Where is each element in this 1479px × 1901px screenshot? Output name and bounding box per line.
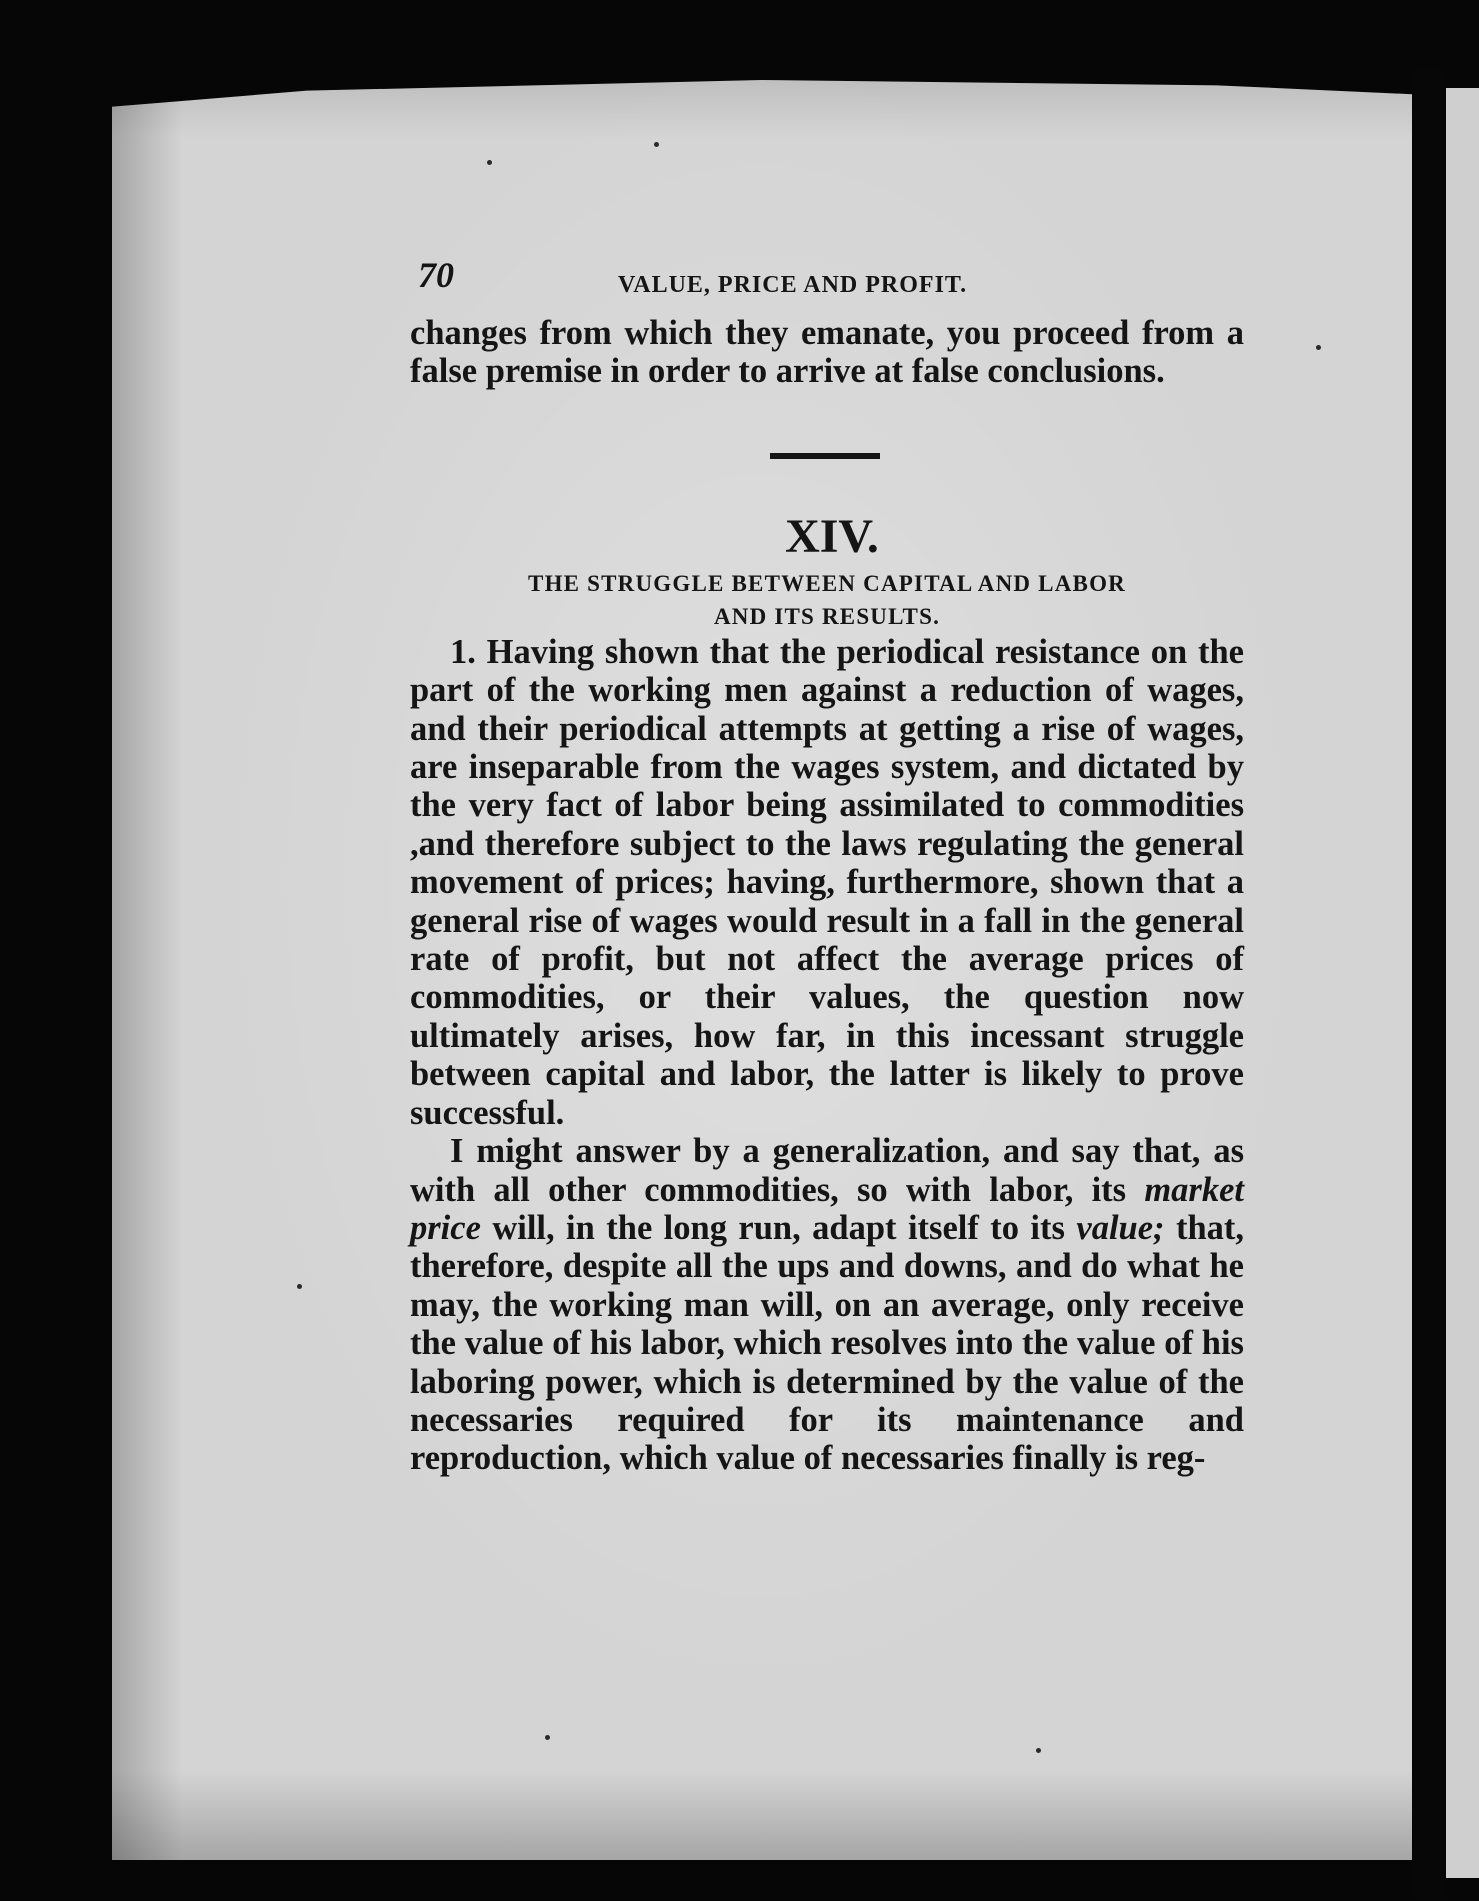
paragraph-1: 1. Having shown that the periodical resistance on the part of the working men against a reduction of wages, and their periodical attempts at getting a rise of wages, are inseparable from the wages system, and dictated by the very fact of labor being assimilated to commodities ,and therefore subject to the laws regulating the general movement of prices; having, furthermore, shown that a general rise of wages would result in a fall in the general rate of profit, but not affect the average prices of commodities, or their values, the question now ultimately arises, how far, in this incessant struggle between capital and labor, the latter is likely to prove successful. xyxy=(410,632,1244,1132)
section-title-line-2: AND ITS RESULTS. xyxy=(713,603,941,629)
italic-value: value; xyxy=(1076,1208,1165,1247)
page-number: 70 xyxy=(418,255,454,295)
paragraph-2-text: I might answer by a generalization, and say that, as with all other commodities, so with labor, its xyxy=(410,1132,1244,1209)
opening-paragraph: changes from which they emanate, you proceed from a false premise in order to arrive at false conclusions. xyxy=(410,314,1244,391)
italic-market-price: market price xyxy=(410,1170,1244,1247)
adjacent-page-edge xyxy=(1446,88,1479,1878)
paragraph-2 xyxy=(410,1132,1244,1478)
scan-speck xyxy=(654,142,659,147)
section-title-line-1: THE STRUGGLE BETWEEN CAPITAL AND LABOR xyxy=(528,570,1126,596)
scan-speck xyxy=(1316,345,1321,350)
running-header xyxy=(410,256,1244,306)
scan-speck xyxy=(487,160,492,165)
section-divider-rule xyxy=(770,453,880,459)
section-number: XIV. xyxy=(785,509,879,563)
paragraph-2-text: will, in the long run, adapt itself to its xyxy=(480,1208,1077,1247)
paragraph-2-text: that, therefore, despite all the ups and downs, and do what he may, the working man will, on an average, only receive the value of his labor, which resolves into the value of his laboring power, which is determined by the value of the necessaries required for its maintenance and reproduction, which value of necessaries finally is reg- xyxy=(410,1208,1244,1478)
scan-speck xyxy=(1036,1748,1041,1753)
section-title xyxy=(410,567,1244,633)
page-gutter xyxy=(1414,70,1444,1900)
running-head-title: VALUE, PRICE AND PROFIT. xyxy=(618,272,968,298)
scan-speck xyxy=(297,1284,302,1289)
scan-speck xyxy=(545,1735,550,1740)
page-text-block xyxy=(410,256,1244,1478)
